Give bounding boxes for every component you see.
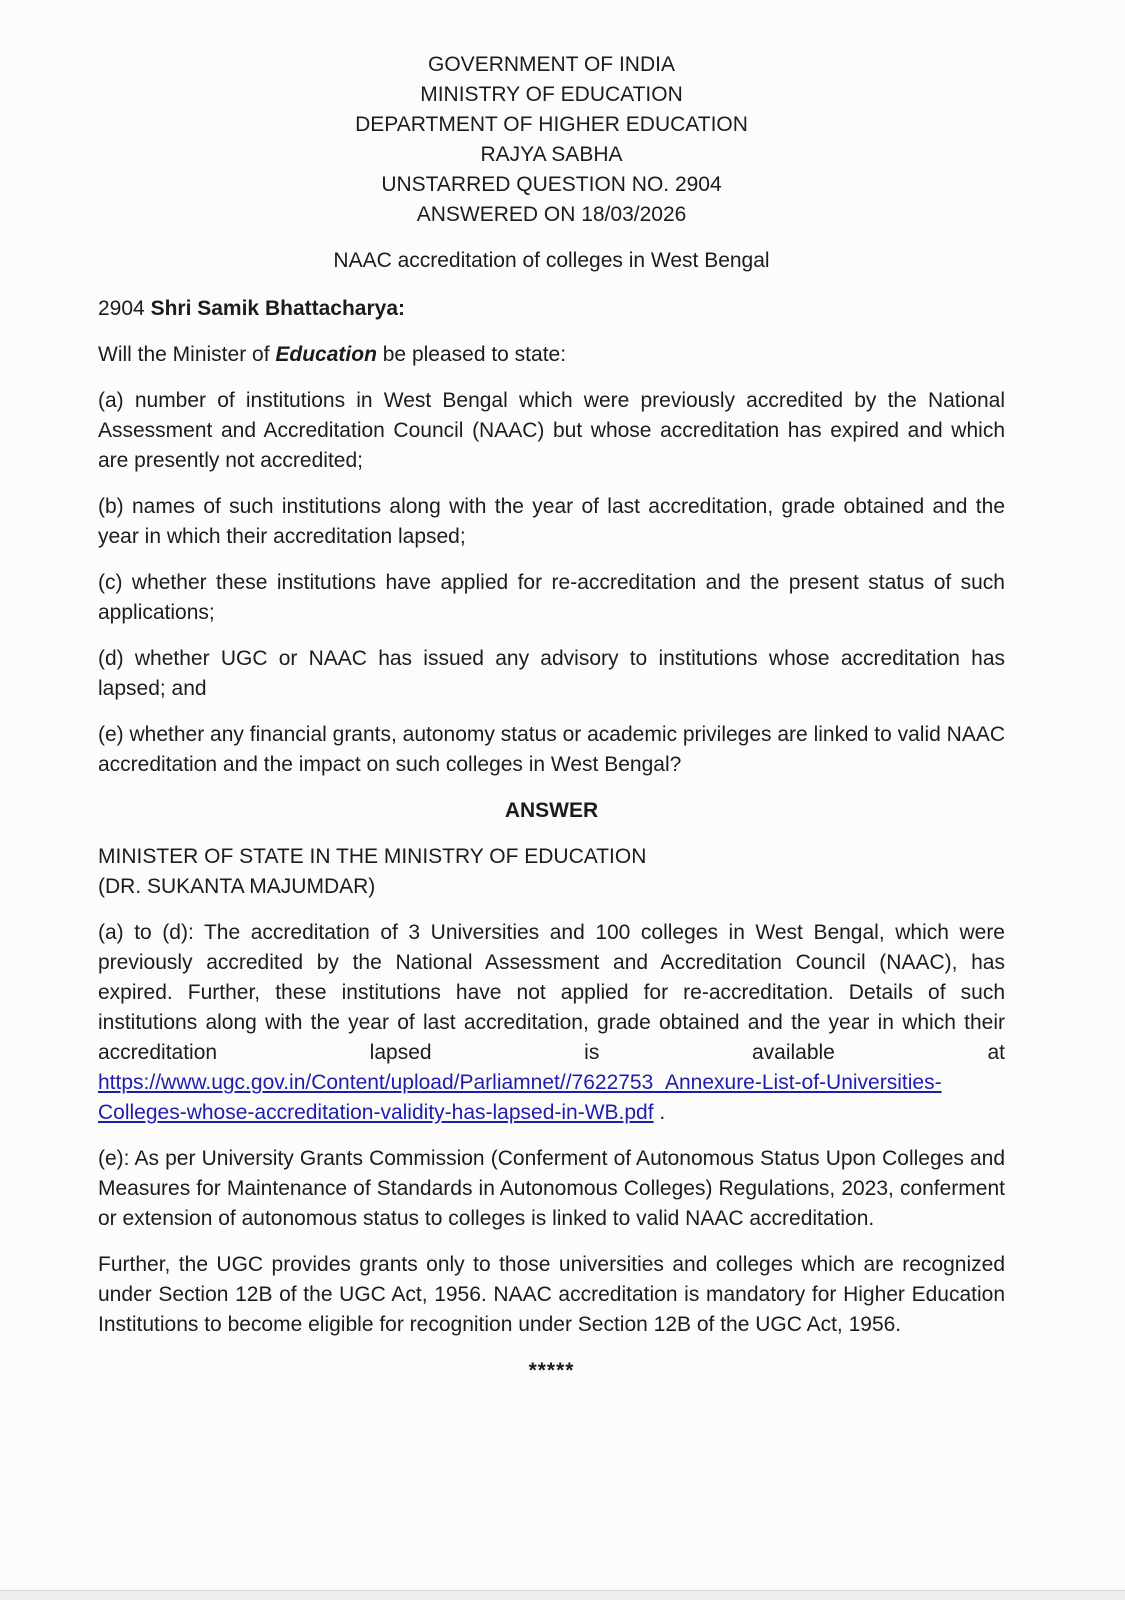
- minister-title: MINISTER OF STATE IN THE MINISTRY OF EDUCATION: [98, 845, 647, 868]
- question-member-name: Shri Samik Bhattacharya:: [150, 297, 405, 320]
- ministry-name-emphasis: Education: [275, 343, 377, 366]
- question-clause-d: (d) whether UGC or NAAC has issued any advisory to institutions whose accreditation has lapsed; and: [98, 647, 1005, 700]
- question-number: 2904: [98, 297, 145, 320]
- answer-para-a-to-d-text: (a) to (d): The accreditation of 3 Universities and 100 colleges in West Bengal, which were previously accredited by the National Assessment and Accreditation Council (NAAC), has expired. Further, these institutions have not applied for re-accreditation. Details of such institutions along with the year of last accreditation, grade obtained and the year in which their accreditation lapsed is available at: [98, 921, 1005, 1064]
- header-house-line: RAJYA SABHA: [480, 143, 623, 166]
- answer-para-e: (e): As per University Grants Commission (Conferment of Autonomous Status Upon Colleges and Measures for Maintenance of Standards in Autonomous Colleges) Regulations, 2023, conferment or extension of autonomous status to colleges is linked to valid NAAC accreditation.: [98, 1147, 1005, 1230]
- header-ministry-line: MINISTRY OF EDUCATION: [420, 83, 683, 106]
- question-subject-title: NAAC accreditation of colleges in West Bengal: [333, 249, 770, 272]
- document-header: [98, 50, 1005, 230]
- question-intro-suffix: be pleased to state:: [382, 343, 567, 366]
- question-intro-prefix: Will the Minister of: [98, 343, 270, 366]
- answer-minister-block: [98, 842, 1005, 902]
- question-clause-c: (c) whether these institutions have applied for re-accreditation and the present status of such applications;: [98, 571, 1005, 624]
- annexure-pdf-link[interactable]: https://www.ugc.gov.in/Content/upload/Parliamnet//7622753_Annexure-List-of-Universities-Colleges-whose-accreditation-validity-has-lapsed-in-WB.pdf: [98, 1071, 942, 1124]
- question-member-line: [98, 294, 1005, 324]
- answer-para-a-to-d: [98, 918, 1005, 1128]
- question-intro-line: [98, 340, 1005, 370]
- header-government-line: GOVERNMENT OF INDIA: [428, 53, 675, 76]
- minister-name: (DR. SUKANTA MAJUMDAR): [98, 875, 376, 898]
- header-question-number-line: UNSTARRED QUESTION NO. 2904: [381, 173, 722, 196]
- scan-bottom-edge: [0, 1590, 1125, 1600]
- answer-heading: ANSWER: [504, 799, 599, 822]
- end-of-document-marker: *****: [528, 1359, 575, 1382]
- answer-para-further: Further, the UGC provides grants only to those universities and colleges which are recognized under Section 12B of the UGC Act, 1956. NAAC accreditation is mandatory for Higher Education Institutions to become eligible for recognition under Section 12B of the UGC Act, 1956.: [98, 1253, 1005, 1336]
- header-department-line: DEPARTMENT OF HIGHER EDUCATION: [355, 113, 748, 136]
- question-clause-b: (b) names of such institutions along with the year of last accreditation, grade obtained and the year in which their accreditation lapsed;: [98, 495, 1005, 548]
- question-clause-a: (a) number of institutions in West Bengal which were previously accredited by the National Assessment and Accreditation Council (NAAC) but whose accreditation has expired and which are presently not accredited;: [98, 389, 1005, 472]
- question-clause-e: (e) whether any financial grants, autonomy status or academic privileges are linked to valid NAAC accreditation and the impact on such colleges in West Bengal?: [98, 723, 1005, 776]
- header-answered-on-line: ANSWERED ON 18/03/2026: [416, 203, 687, 226]
- answer-para-a-to-d-period: .: [659, 1101, 666, 1124]
